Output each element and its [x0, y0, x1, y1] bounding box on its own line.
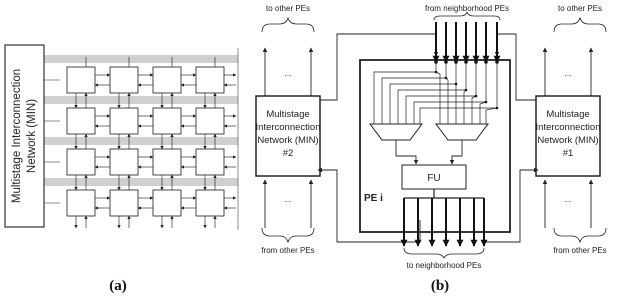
pe-cell: [153, 108, 181, 134]
label-top-left: to other PEs: [265, 4, 311, 13]
panel-a: [5, 45, 238, 294]
junction-dot: [485, 101, 488, 104]
brace-top-right: [554, 18, 606, 32]
ellipsis-top-left: ...: [284, 69, 292, 78]
ellipsis-bottom-right: ...: [564, 195, 572, 204]
pe-box: [360, 60, 510, 232]
pe-cell: [153, 190, 181, 216]
pe-cell: [196, 108, 224, 134]
label-bottom-left: from other PEs: [261, 246, 315, 255]
pe-cell: [153, 67, 181, 93]
pe-grid: [67, 57, 236, 228]
min1-line3: Network (MIN): [537, 135, 599, 146]
junction-dot: [465, 89, 468, 92]
pe-cell: [110, 190, 138, 216]
junction-dot: [435, 71, 438, 74]
pe-cell: [110, 149, 138, 175]
pe-cell: [153, 149, 181, 175]
pe-cell: [110, 67, 138, 93]
brace-top-left: [262, 18, 314, 32]
label-top-center: from neighborhood PEs: [424, 4, 510, 13]
label-top-right: to other PEs: [557, 4, 603, 13]
junction-dot: [445, 77, 448, 80]
brace-bottom-center: [404, 248, 484, 258]
junction-dot: [496, 107, 499, 110]
min-label-a-line1: Multistage Interconnection: [11, 68, 23, 204]
junction-dot: [455, 83, 458, 86]
pe-cell: [67, 190, 95, 216]
caption-b: (b): [430, 278, 450, 294]
min-label-a-line2: Network (MIN): [26, 98, 38, 174]
label-bottom-center: to neighborhood PEs: [406, 261, 482, 270]
min1-line4: #1: [562, 148, 574, 159]
min2-line1: Multistage: [266, 109, 310, 120]
brace-bottom-left: [262, 228, 314, 242]
label-bottom-right: from other PEs: [553, 246, 607, 255]
pe-cell: [67, 149, 95, 175]
fu-label: FU: [427, 173, 441, 184]
min2-line4: #2: [282, 148, 294, 159]
pe-cell: [196, 190, 224, 216]
brace-bottom-right: [554, 228, 606, 242]
ellipsis-bottom-left: ...: [284, 195, 292, 204]
pe-cell: [196, 149, 224, 175]
pe-cell: [110, 108, 138, 134]
pe-label: PE i: [364, 193, 383, 204]
caption-a: (a): [109, 278, 127, 294]
min2-line2: Interconnection: [255, 122, 321, 133]
pe-cell: [196, 67, 224, 93]
min2-line3: Network (MIN): [257, 135, 319, 146]
brace-top-center: [434, 12, 500, 20]
pe-cell: [67, 67, 95, 93]
min1-line2: Interconnection: [535, 122, 601, 133]
min1-line1: Multistage: [546, 109, 590, 120]
pe-cell: [67, 108, 95, 134]
junction-dot: [475, 95, 478, 98]
ellipsis-top-right: ...: [564, 69, 572, 78]
